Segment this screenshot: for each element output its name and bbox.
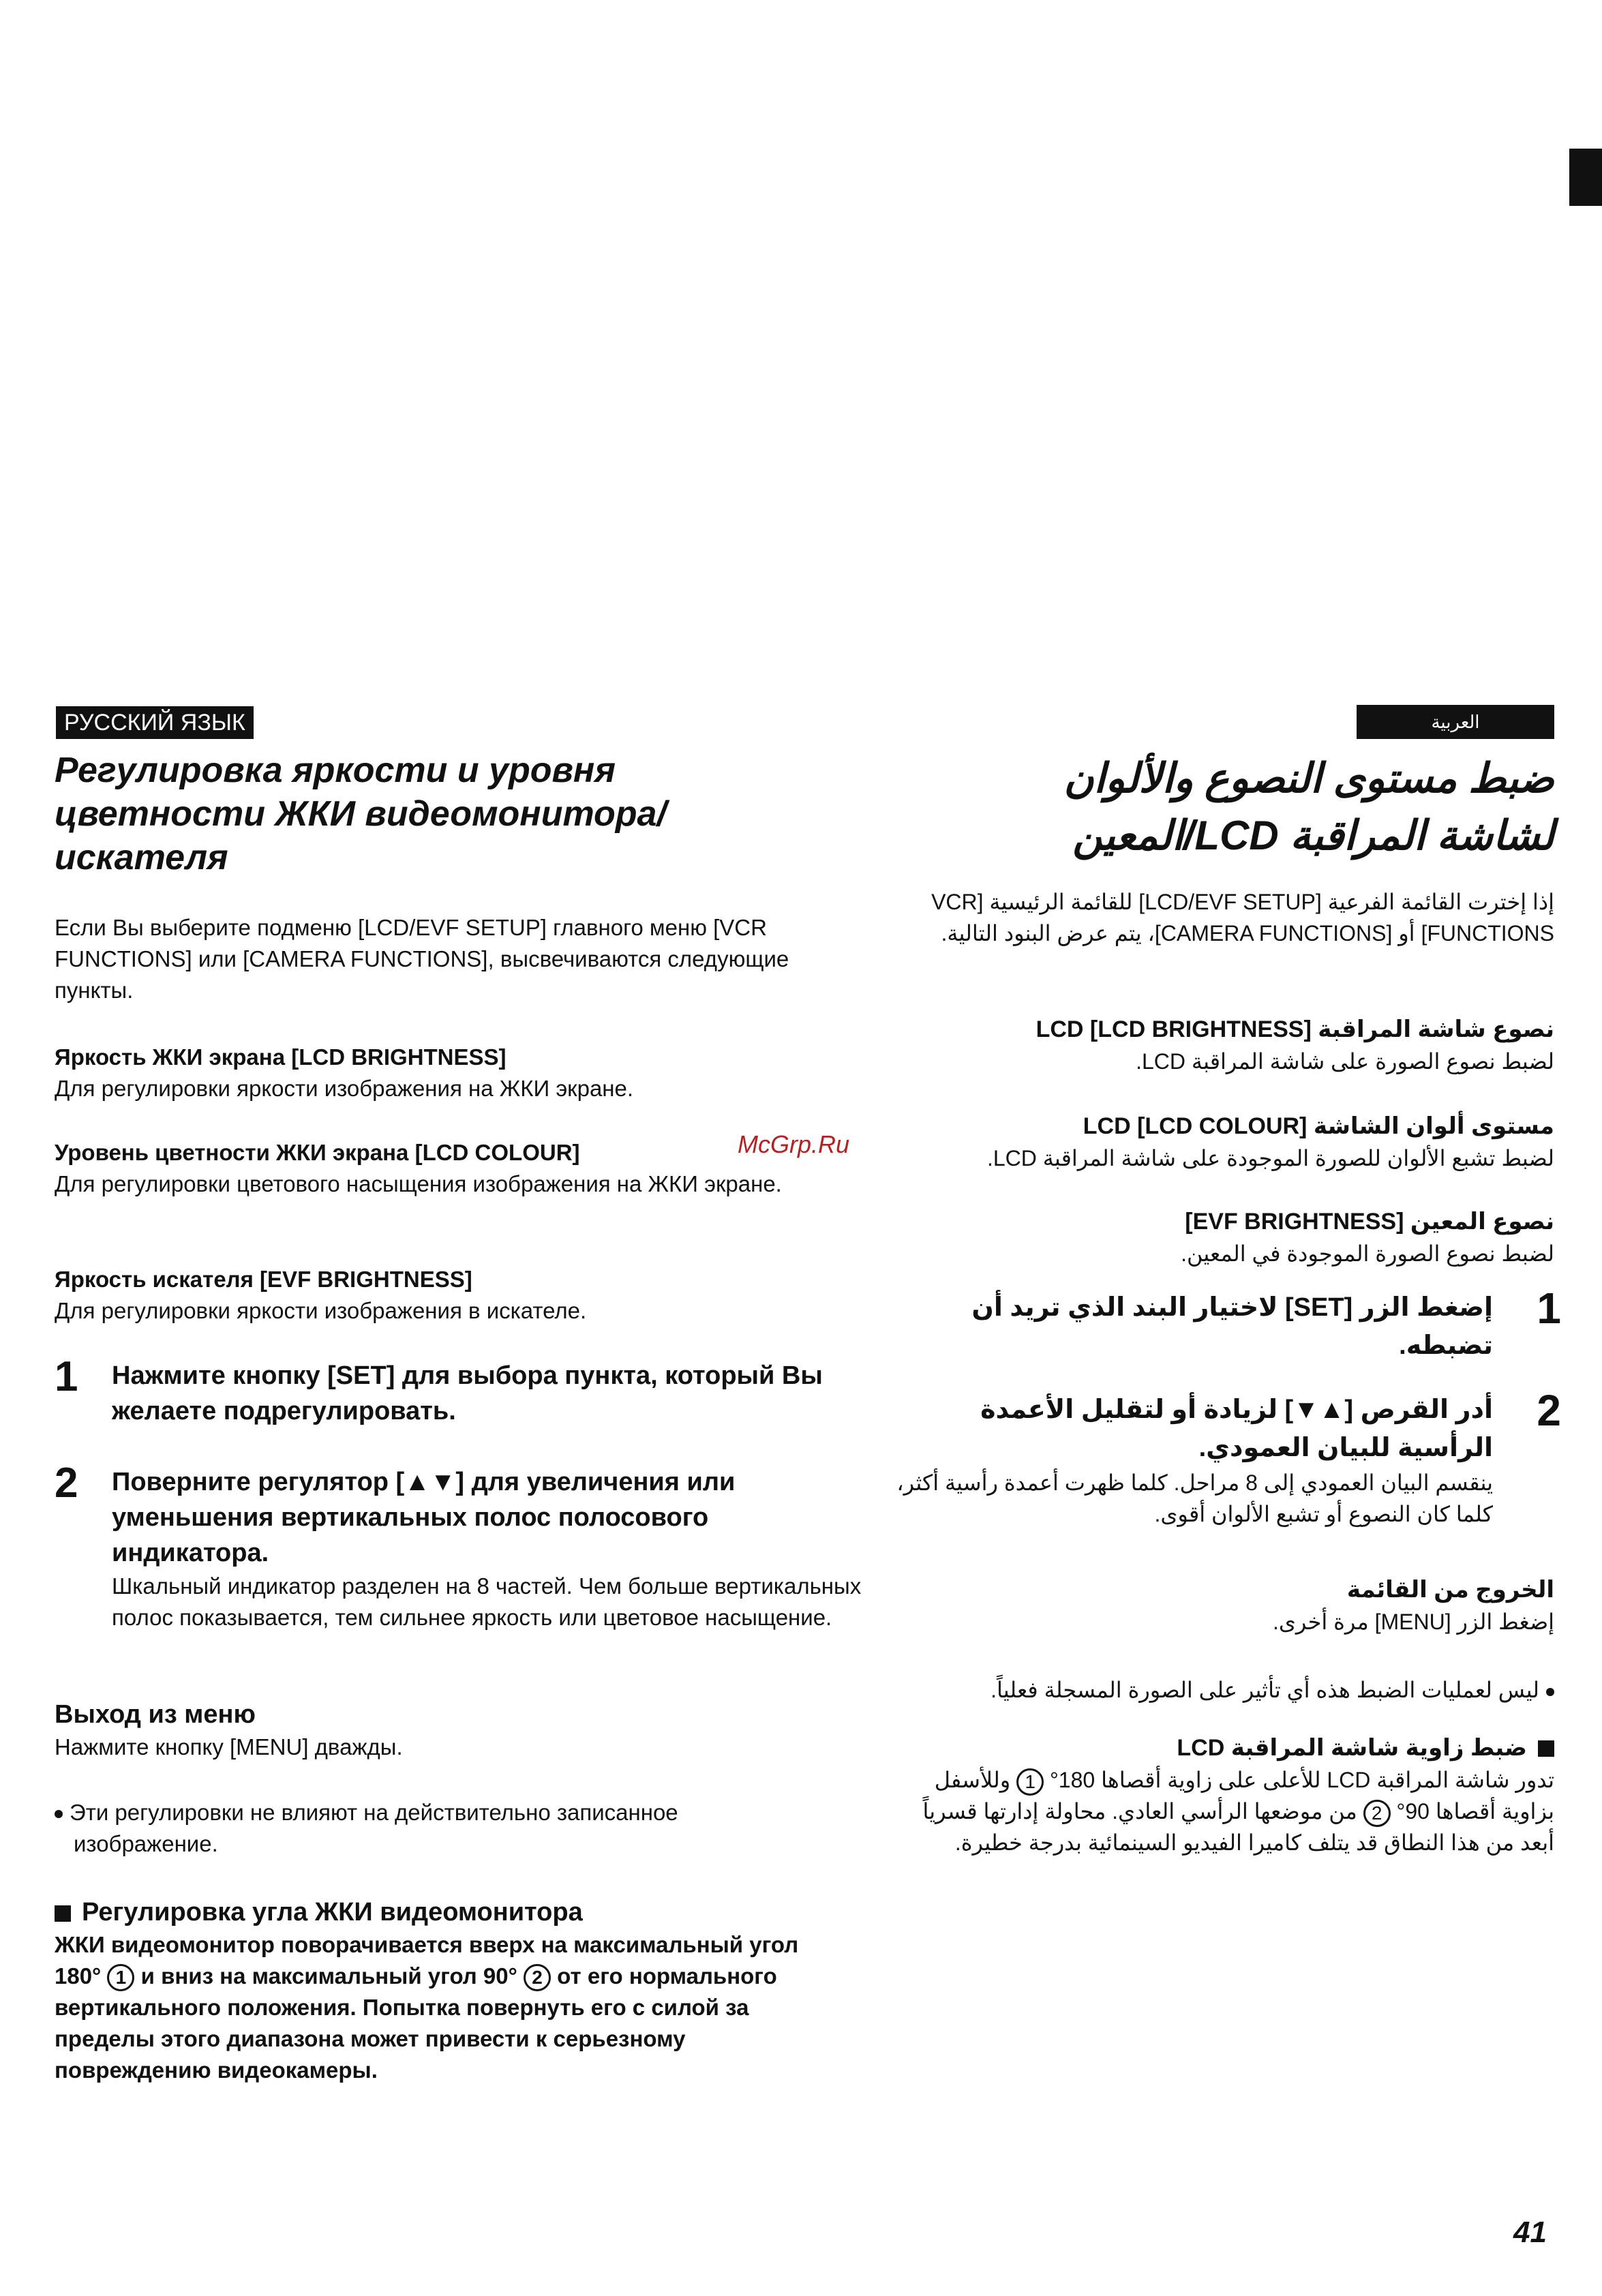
arabic-item-text: لضبط نصوع الصورة على شاشة المراقبة LCD. xyxy=(1136,1049,1554,1074)
angle-text-a: تدور شاشة المراقبة LCD للأعلى على زاوية أقصاها 180° xyxy=(1050,1768,1554,1792)
arabic-note xyxy=(893,1674,1554,1706)
russian-item-text: Для регулировки яркости изображения в искателе. xyxy=(55,1298,587,1323)
step-number: 2 xyxy=(55,1460,78,1507)
russian-language-badge: РУССКИЙ ЯЗЫК xyxy=(56,706,254,739)
step-title: أدر القرص [▲▼] لزيادة أو لتقليل الأعمدة الرأسية للبيان العمودي. xyxy=(980,1395,1493,1462)
angle-text-c: от его нормального вертикального положения. Попытка повернуть его с силой за пределы этого диапазона может привести к серьезному повреждению видеокамеры. xyxy=(55,1963,777,2083)
square-bullet-icon xyxy=(55,1905,71,1922)
arabic-title-line-1: ضبط مستوى النصوع والألوان xyxy=(1063,755,1554,801)
russian-item-heading: Уровень цветности ЖКИ экрана [LCD COLOUR] xyxy=(55,1140,580,1165)
arabic-title-line-2: لشاشة المراقبة LCD/المعين xyxy=(1072,813,1554,858)
russian-exit-text: Нажмите кнопку [MENU] дважды. xyxy=(55,1734,403,1759)
arabic-angle-heading xyxy=(893,1732,1554,1764)
step-description: ينقسم البيان العمودي إلى 8 مراحل. كلما ظهرت أعمدة رأسية أكثر، كلما كان النصوع أو تشبع الألوان أقوى. xyxy=(896,1470,1493,1526)
russian-angle-section xyxy=(55,1895,845,2086)
step-description: Шкальный индикатор разделен на 8 частей. Чем больше вертикальных полос показывается, тем сильнее яркость или цветовое насыщение. xyxy=(112,1573,862,1630)
arabic-language-badge: العربية xyxy=(1357,705,1554,739)
arabic-exit-menu xyxy=(893,1573,1554,1637)
circled-number-1-icon: 1 xyxy=(1016,1768,1044,1796)
watermark: McGrp.Ru xyxy=(738,1130,850,1158)
arabic-item-evf-brightness xyxy=(893,1205,1554,1269)
russian-item-lcd-colour xyxy=(55,1137,845,1200)
arabic-exit-heading: الخروج من القائمة xyxy=(1346,1577,1554,1603)
russian-item-evf-brightness xyxy=(55,1264,845,1327)
square-bullet-icon xyxy=(1538,1740,1554,1757)
russian-item-heading: Яркость ЖКИ экрана [LCD BRIGHTNESS] xyxy=(55,1044,507,1070)
page-number: 41 xyxy=(1513,2216,1547,2249)
circled-number-2-icon: 2 xyxy=(1363,1800,1391,1827)
russian-exit-heading: Выход из меню xyxy=(55,1700,256,1729)
step-number: 1 xyxy=(1537,1284,1561,1333)
arabic-item-lcd-brightness xyxy=(893,1013,1554,1077)
bullet-icon xyxy=(55,1810,63,1818)
step-number: 2 xyxy=(1537,1386,1561,1435)
arabic-intro: إذا إخترت القائمة الفرعية [LCD/EVF SETUP] للقائمة الرئيسية [VCR FUNCTIONS] أو [CAMERA FUNCTIONS]، يتم عرض البنود التالية. xyxy=(931,890,1554,946)
bullet-icon xyxy=(1546,1688,1554,1696)
arabic-step-1 xyxy=(893,1284,1561,1365)
russian-item-heading: Яркость искателя [EVF BRIGHTNESS] xyxy=(55,1267,472,1292)
russian-item-text: Для регулировки яркости изображения на ЖКИ экране. xyxy=(55,1076,634,1101)
step-title: Нажмите кнопку [SET] для выбора пункта, который Вы желаете подрегулировать. xyxy=(112,1361,823,1425)
step-number: 1 xyxy=(55,1353,78,1400)
russian-exit-menu xyxy=(55,1697,845,1763)
russian-page-title: Регулировка яркости и уровня цветности ЖКИ видеомонитора/ искателя xyxy=(55,751,667,877)
angle-text-b: وللأسفل بزاوية أقصاها 90° xyxy=(934,1768,1554,1824)
arabic-note-text: ليس لعمليات الضبط هذه أي تأثير على الصورة المسجلة فعلياً. xyxy=(991,1678,1539,1702)
arabic-angle-heading-text: ضبط زاوية شاشة المراقبة LCD xyxy=(1177,1735,1527,1761)
russian-angle-text xyxy=(55,1929,818,2086)
russian-intro: Если Вы выберите подменю [LCD/EVF SETUP] главного меню [VCR FUNCTIONS] или [CAMERA FUNCTIONS], высвечиваются следующие пункты. xyxy=(55,915,789,1003)
angle-text-c: من موضعها الرأسي العادي. محاولة إدارتها قسرياً أبعد من هذا النطاق قد يتلف كاميرا الفيديو السينمائية بدرجة خطيرة. xyxy=(922,1799,1554,1855)
step-title: إضغط الزر [SET] لاختيار البند الذي تريد أن تضبطه. xyxy=(971,1293,1493,1360)
russian-item-lcd-brightness xyxy=(55,1042,845,1104)
russian-note-text: Эти регулировки не влияют на действительно записанное изображение. xyxy=(70,1800,678,1856)
circled-number-2-icon: 2 xyxy=(524,1964,551,1991)
arabic-angle-text xyxy=(893,1764,1554,1858)
russian-item-text: Для регулировки цветового насыщения изображения на ЖКИ экране. xyxy=(55,1171,782,1196)
circled-number-1-icon: 1 xyxy=(107,1964,134,1991)
russian-angle-heading-text: Регулировка угла ЖКИ видеомонитора xyxy=(82,1898,583,1927)
russian-angle-heading xyxy=(55,1895,845,1929)
arabic-item-text: لضبط نصوع الصورة الموجودة في المعين. xyxy=(1181,1241,1554,1266)
arabic-item-text: لضبط تشبع الألوان للصورة الموجودة على شاشة المراقبة LCD. xyxy=(986,1146,1554,1170)
arabic-item-heading: نصوع المعين [EVF BRIGHTNESS] xyxy=(1185,1209,1554,1235)
arabic-page-title xyxy=(893,750,1554,864)
page-edge-tab xyxy=(1569,149,1602,206)
arabic-item-lcd-colour xyxy=(893,1110,1554,1174)
angle-text-b: и вниз на максимальный угол 90° xyxy=(140,1963,517,1989)
russian-note xyxy=(55,1797,810,1860)
arabic-item-heading: مستوى ألوان الشاشة LCD [LCD COLOUR] xyxy=(1083,1113,1554,1139)
arabic-step-2 xyxy=(893,1386,1561,1530)
angle-text-a: ЖКИ видеомонитор поворачивается вверх на максимальный угол 180° xyxy=(55,1932,799,1989)
arabic-angle-section xyxy=(893,1732,1554,1858)
arabic-exit-text: إضغط الزر [MENU] مرة أخرى. xyxy=(1272,1610,1554,1634)
step-title: Поверните регулятор [▲▼] для увеличения или уменьшения вертикальных полос полосового индикатора. xyxy=(112,1468,736,1567)
arabic-item-heading: نصوع شاشة المراقبة LCD [LCD BRIGHTNESS] xyxy=(1036,1016,1554,1042)
